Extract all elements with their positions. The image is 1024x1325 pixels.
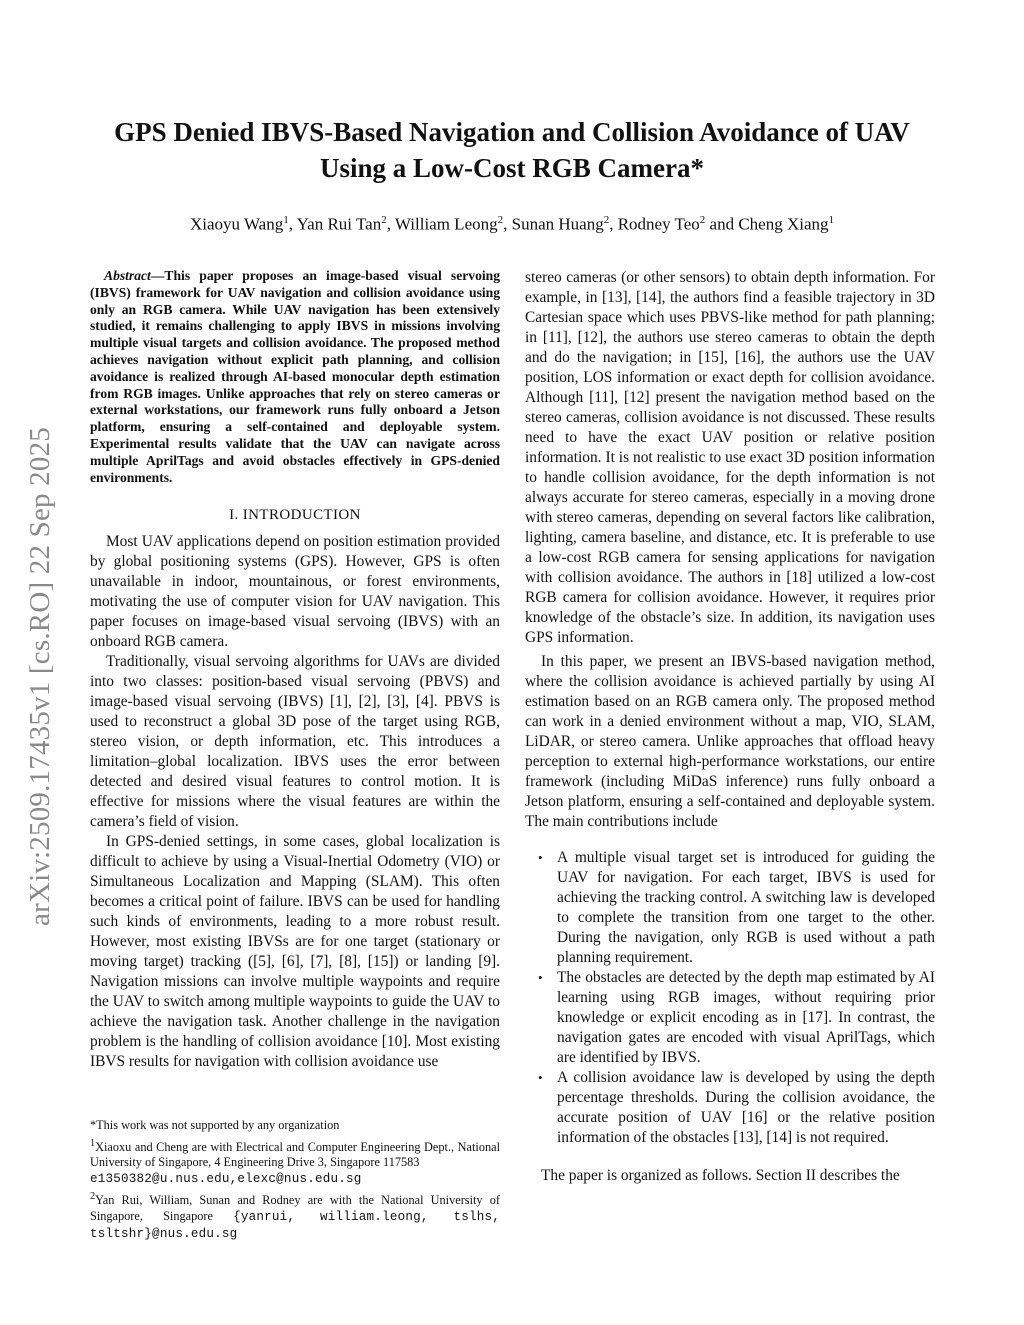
author-separator: , <box>503 214 512 234</box>
author-affiliation-mark: 2 <box>381 214 387 226</box>
footnote-affiliation-1 <box>90 1136 500 1188</box>
abstract <box>90 268 500 486</box>
bullet-icon: • <box>538 1070 543 1085</box>
footnote-funding: *This work was not supported by any organization <box>90 1118 340 1132</box>
footnote-text: Xiaoxu and Cheng are with Electrical and Computer Engineering Dept., National University of Singapore, 4 Engineering Drive 3, Singapore 117583 <box>90 1139 500 1170</box>
email-addresses: {yanrui, william.leong, tslhs, tsltshr}@nus.edu.sg <box>90 1210 500 1241</box>
contribution-text: The obstacles are detected by the depth map estimated by AI learning using RGB images, without requiring prior knowledge or explicit encoding as in [17]. In contrast, the navigation gates are encoded with visual AprilTags, which are identified by IBVS. <box>557 969 935 1066</box>
author-affiliation-mark: 2 <box>497 214 504 226</box>
list-item <box>525 848 935 968</box>
author-affiliation-mark: 1 <box>828 214 835 226</box>
arxiv-identifier: arXiv:2509.17435v1 [cs.RO] 22 Sep 2025 <box>23 426 56 926</box>
author-separator: and <box>705 214 739 234</box>
author-name: Rodney Teo <box>617 214 700 234</box>
author-separator: , <box>609 214 618 234</box>
abstract-dash: — <box>150 268 165 283</box>
footnotes <box>90 1118 500 1242</box>
intro-paragraph: Traditionally, visual servoing algorithms for UAVs are divided into two classes: position-based visual servoing (PBVS) and image-based visual servoing (IBVS) [1], [2], [3], [4]. PBVS is used to reconstruct a global 3D pose of the target using RGB, stereo vision, or depth information, etc. This introduces a limitation–global localization. IBVS uses the error between detected and desired visual features to control motion. It is effective for missions where the visual features are within the camera’s field of vision. <box>90 653 500 831</box>
footnote-mark: 2 <box>90 1191 96 1203</box>
contributions-list <box>525 848 935 1148</box>
author-affiliation-mark: 2 <box>699 214 706 226</box>
intro-paragraph: Most UAV applications depend on position estimation provided by global positioning systems (GPS). However, GPS is often unavailable in indoor, mountainous, or forest environments, motivating the use of computer vision for UAV navigation. This paper focuses on image-based visual servoing (IBVS) with an onboard RGB camera. <box>90 533 500 651</box>
author-affiliation-mark: 1 <box>283 214 289 226</box>
bullet-icon: • <box>538 850 543 865</box>
contribution-text: A multiple visual target set is introduced for guiding the UAV for navigation. For each target, IBVS is used for achieving the tracking control. A switching law is developed to complete the transition from one target to the other. During the navigation, only RGB is used without a path planning requirement. <box>557 849 935 966</box>
author-name: Cheng Xiang <box>738 214 829 234</box>
author-separator: , <box>386 214 395 234</box>
author-name: Yan Rui Tan <box>296 214 382 234</box>
author-list <box>80 208 944 237</box>
intro-paragraph: In GPS-denied settings, in some cases, global localization is difficult to achieve by using a Visual-Inertial Odometry (VIO) or Simultaneous Localization and Mapping (SLAM). This often becomes a critical point of failure. IBVS can be used for handling such kinds of environments, leading to a more robust result. However, most existing IBVSs are for one target (stationary or moving target) tracking ([5], [6], [7], [8], [15]) or landing [9]. Navigation missions can involve multiple waypoints and require the UAV to switch among multiple waypoints to guide the UAV to achieve the navigation task. Another challenge in the navigation problem is the handling of collision avoidance [10]. Most existing IBVS results for navigation with collision avoidance use <box>90 833 500 1071</box>
author-name: Sunan Huang <box>511 214 604 234</box>
abstract-label: Abstract <box>104 268 151 283</box>
footnote-affiliation-2 <box>90 1189 500 1242</box>
author-affiliation-mark: 2 <box>603 214 610 226</box>
author-name: Xiaoyu Wang <box>189 214 284 234</box>
footnote-text: Yan Rui, William, Sunan and Rodney are with the National University of Singapore, Singapore <box>90 1193 500 1224</box>
left-column <box>90 268 500 1072</box>
body-paragraph: In this paper, we present an IBVS-based navigation method, where the collision avoidance is achieved partially by using AI estimation based on an RGB camera only. The proposed method can work in a denied environment without a map, VIO, SLAM, LiDAR, or stereo camera. Unlike approaches that offload heavy perception to external high-performance workstations, our entire framework (including MiDaS inference) runs fully onboard a Jetson platform, ensuring a self-contained and deployable system. The main contributions include <box>525 653 935 830</box>
bullet-icon: • <box>538 970 543 985</box>
contribution-text: A collision avoidance law is developed by using the depth percentage thresholds. During the collision avoidance, the accurate position of UAV [16] or the relative position information of the obstacles [13], [14] is not required. <box>557 1069 935 1146</box>
body-paragraph-continued: stereo cameras (or other sensors) to obtain depth information. For example, in [13], [14], the authors find a feasible trajectory in 3D Cartesian space which uses PBVS-like method for path planning; in [11], [12], the authors use stereo cameras to obtain the depth and do the navigation; in [15], [16], the authors use the UAV position, LOS information or exact depth for collision avoidance. Although [11], [12] present the navigation method based on the stereo cameras, collision avoidance is not discussed. These results need to have the exact UAV position or relative position information. It is not realistic to use exact 3D position information to handle collision avoidance, for the depth information is not always accurate for stereo cameras, especially in a moving drone with stereo cameras, depending on several factors like calibration, lighting, camera baseline, and distance, etc. It is preferable to use a low-cost RGB camera for sensing applications for navigation with collision avoidance. The authors in [18] utilized a low-cost RGB camera for collision avoidance. However, it requires prior knowledge of the obstacle’s size. In addition, its navigation uses GPS information. <box>525 269 935 646</box>
author-name: William Leong <box>394 214 498 234</box>
paper-title: GPS Denied IBVS-Based Navigation and Collision Avoidance of UAV Using a Low-Cost RGB Camera* <box>114 117 910 183</box>
list-item <box>525 968 935 1068</box>
right-column <box>525 268 935 1190</box>
list-item <box>525 1068 935 1148</box>
author-separator: , <box>288 214 297 234</box>
section-heading-introduction: I. INTRODUCTION <box>229 507 361 524</box>
arxiv-identifier-margin <box>14 372 66 980</box>
email-addresses: e1350382@u.nus.edu,elexc@nus.edu.sg <box>90 1171 362 1186</box>
organization-paragraph: The paper is organized as follows. Section II describes the <box>541 1167 900 1184</box>
abstract-text: This paper proposes an image-based visual servoing (IBVS) framework for UAV navigation and collision avoidance using only an RGB camera. While UAV navigation has been extensively studied, it remains challenging to apply IBVS in missions involving multiple visual targets and collision avoidance. The proposed method achieves navigation without explicit path planning, and collision avoidance is realized through AI-based monocular depth estimation from RGB images. Unlike approaches that rely on stereo cameras or external workstations, our framework runs fully onboard a Jetson platform, ensuring a self-contained and deployable system. Experimental results validate that the UAV can navigate across multiple AprilTags and avoid obstacles effectively in GPS-denied environments. <box>90 268 500 485</box>
footnote-mark: 1 <box>90 1137 96 1149</box>
